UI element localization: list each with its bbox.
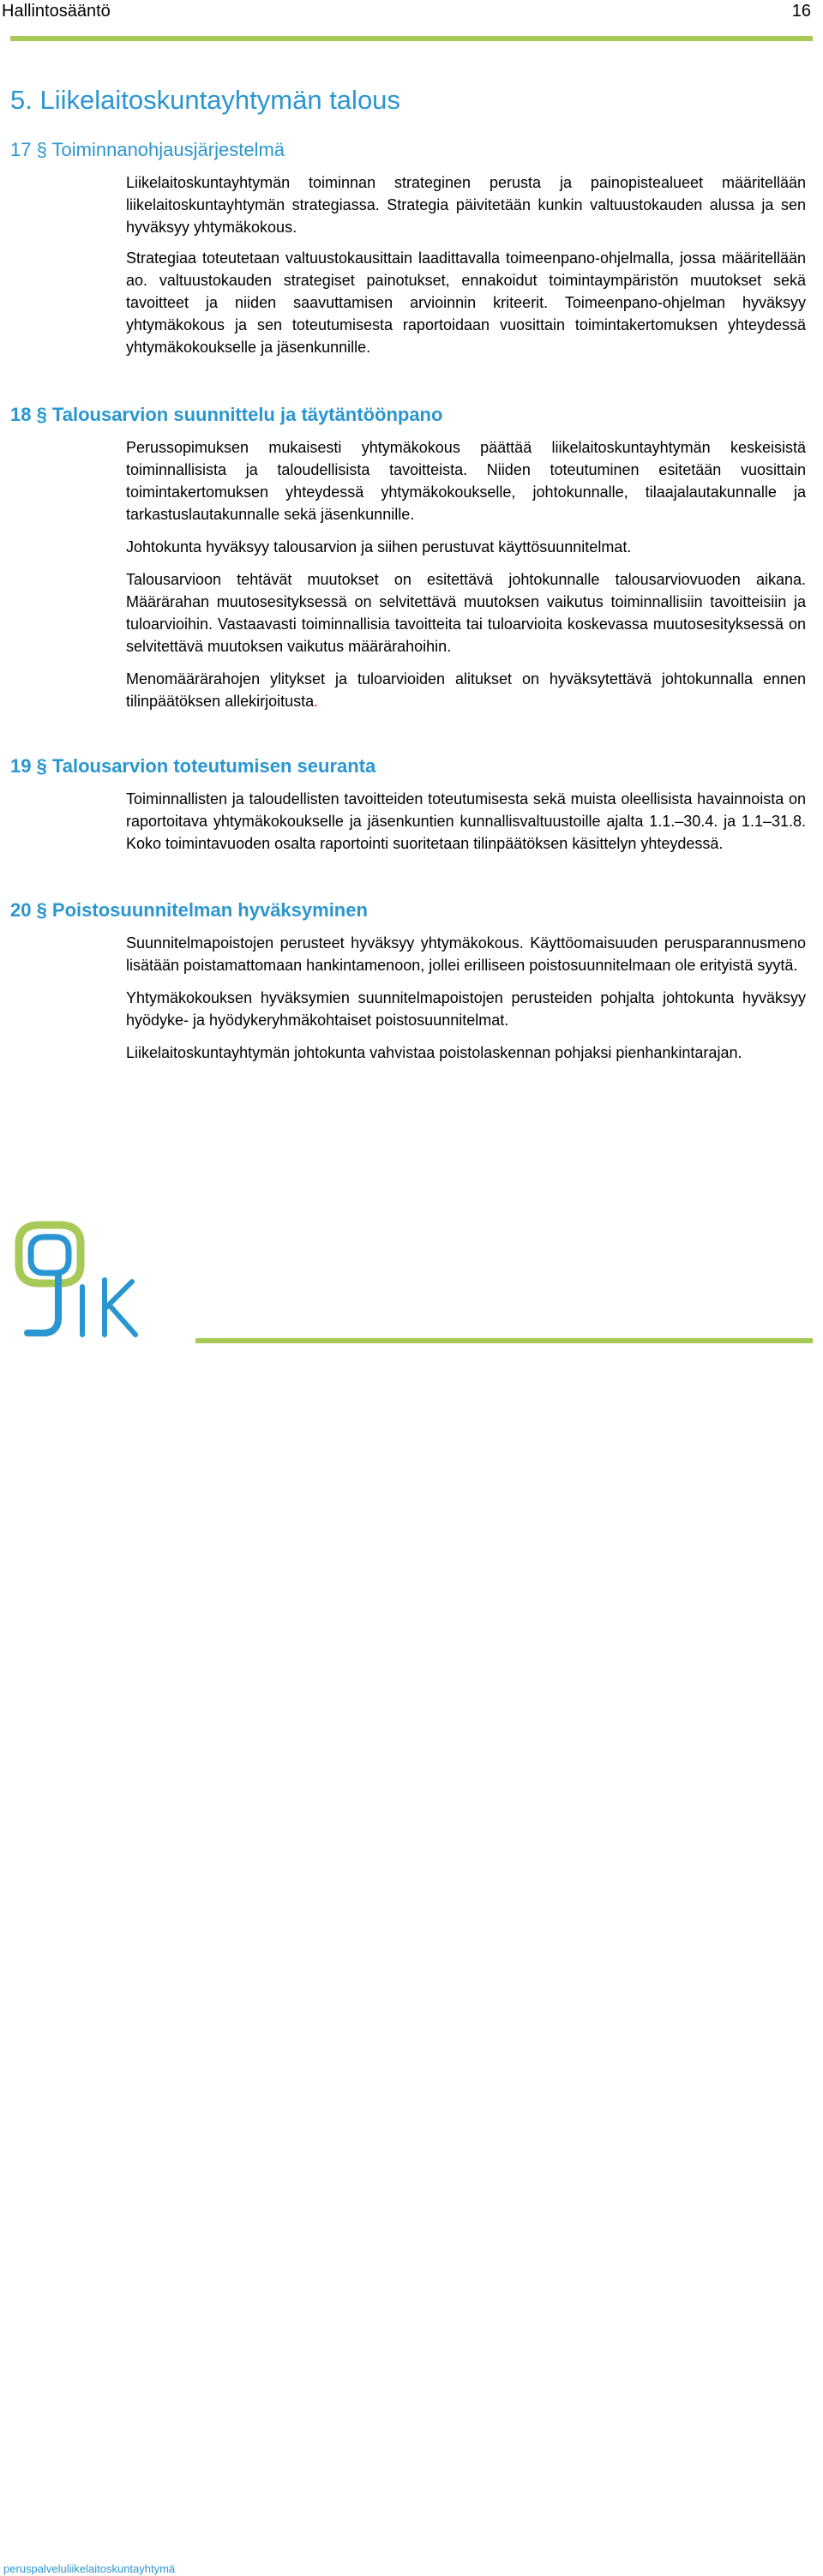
header-divider	[10, 36, 813, 41]
paragraph: Suunnitelmapoistojen perusteet hyväksyy yhtymäkokous. Käyttöomaisuuden perusparannusmeno lisätään poistamattomaan hankintamenoon, jollei erilliseen poistosuunnitelmaan ole erityistä syytä.	[126, 934, 806, 974]
paragraph: Yhtymäkokouksen hyväksymien suunnitelmapoistojen perusteiden pohjalta johtokunta hyväksyy hyödyke- ja hyödykeryhmäkohtaiset poistosuunnitelmat.	[126, 989, 806, 1029]
page-header	[0, 0, 823, 38]
section-heading-20: 20 § Poistosuunnitelman hyväksyminen	[10, 899, 368, 921]
organization-logo	[0, 1213, 197, 2575]
section-body-18	[126, 436, 806, 712]
paragraph	[126, 668, 806, 712]
chapter-title: 5. Liikelaitoskuntayhtymän talous	[10, 85, 400, 115]
section-heading-18: 18 § Talousarvion suunnittelu ja täytäntöönpano	[10, 404, 443, 425]
paragraph: Johtokunta hyväksyy talousarvion ja siihen perustuvat käyttösuunnitelmat.	[126, 538, 632, 555]
footer-divider	[195, 1338, 813, 1343]
section-body-19	[126, 788, 806, 855]
paragraph: Talousarvioon tehtävät muutokset on esitettävä johtokunnalle talousarviovuoden aikana. Määrärahan muutosesityksessä on selvitettävä muutoksen vaikutus toiminnallisiin tavoitteisiin ja tuloarvioihin. Vastaavasti toiminnallisia tavoitteita tai tuloarvioita koskevassa muutosesityksessä on selvitettävä muutoksen vaikutus määrärahoihin.	[126, 571, 806, 655]
paragraph: Toiminnallisten ja taloudellisten tavoitteiden toteutumisesta sekä muista oleellisista havainnoista on raportoitava yhtymäkokoukselle ja jäsenkuntien kunnallisvaltuustoille ajalta 1.1.–30.4. ja 1.1–31.8. Koko toimintavuoden osalta raportointi suoritetaan tilinpäätöksen käsittelyn yhteydessä.	[126, 790, 806, 852]
paragraph: Liikelaitoskuntayhtymän toiminnan strateginen perusta ja painopistealueet määritellään liikelaitoskuntayhtymän strategiassa. Strategia päivitetään kunkin valtuustokauden alussa ja sen hyväksyy yhtymäkokous.	[126, 174, 806, 236]
section-body-20	[126, 932, 806, 1064]
document-title: Hallintosääntö	[2, 2, 111, 21]
paragraph: Strategiaa toteutetaan valtuustokausittain laadittavalla toimeenpano-ohjelmalla, jossa määritellään ao. valtuustokauden strategiset painotukset, ennakoidut toimintaympäristön muutokset sekä tavoitteet ja niiden saavuttamisen arvioinnin kriteerit. Toimeenpano-ohjelman hyväksyy yhtymäkokous ja sen toteutumisesta raportoidaan vuosittain toimintakertomuksen yhteydessä yhtymäkokoukselle ja jäsenkunnille.	[126, 249, 806, 356]
paragraph: Perussopimuksen mukaisesti yhtymäkokous päättää liikelaitoskuntayhtymän keskeisistä toiminnallisista ja taloudellisista tavoitteista. Niiden toteutuminen esitetään vuosittain toimintakertomuksen yhteydessä yhtymäkokoukselle, johtokunnalle, tilaajalautakunnalle ja tarkastuslautakunnalle sekä jäsenkunnille.	[126, 439, 806, 523]
red-period: .	[314, 693, 319, 710]
paragraph: Liikelaitoskuntayhtymän johtokunta vahvistaa poistolaskennan pohjaksi pienhankintarajan.	[126, 1044, 742, 1061]
section-body-17	[126, 171, 806, 358]
logo-mark	[0, 1213, 197, 1350]
page-number: 16	[791, 2, 811, 21]
section-heading-19: 19 § Talousarvion toteutumisen seuranta	[10, 755, 376, 777]
paragraph-text: Menomäärärahojen ylitykset ja tuloarvioiden alitukset on hyväksytettävä johtokunnalla ennen tilinpäätöksen allekirjoitusta	[126, 670, 806, 710]
organization-name: peruspalveluliikelaitoskuntayhtymä	[3, 2562, 176, 2575]
section-heading-17: 17 § Toiminnanohjausjärjestelmä	[10, 139, 285, 160]
